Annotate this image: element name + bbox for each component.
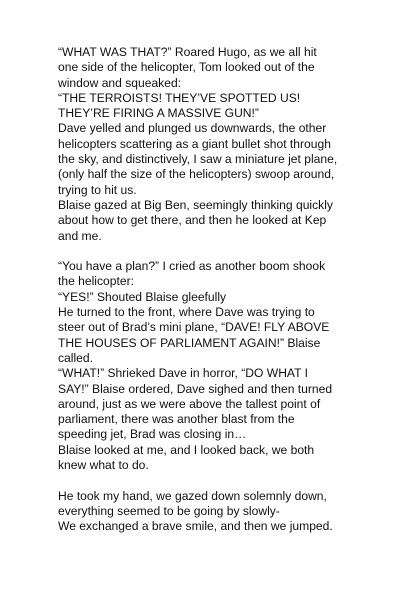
text-line: “WHAT!” Shrieked Dave in horror, “DO WHAT I	[58, 366, 308, 381]
text-line: “WHAT WAS THAT?” Roared Hugo, as we all hit	[58, 45, 317, 59]
text-line: (only half the size of the helicopters) swoop around,	[58, 167, 335, 182]
text-line: “You have a plan?” I cried as another boom shook	[58, 259, 326, 274]
text-line: He took my hand, we gazed down solemnly down,	[58, 488, 327, 503]
text-line: helicopters scattering as a giant bullet shot through	[58, 136, 331, 151]
text-line: around, just as we were above the tallest point of	[58, 396, 321, 411]
text-line: SAY!” Blaise ordered, Dave sighed and then turned	[58, 381, 333, 396]
text-line: the helicopter:	[58, 274, 134, 289]
text-line: knew what to do.	[58, 458, 149, 473]
text-line: one side of the helicopter, Tom looked out of the	[58, 60, 315, 75]
paragraph-gap	[58, 244, 378, 259]
text-line: about how to get there, and then he looked at Kep	[58, 213, 327, 228]
text-line: window and squeaked:	[58, 75, 182, 90]
text-line: the sky, and distinctively, I saw a miniature jet plane,	[58, 152, 338, 167]
text-line: He turned to the front, where Dave was trying to	[58, 305, 315, 320]
text-line: “THE TERROISTS! THEY’VE SPOTTED US!	[58, 90, 301, 105]
text-line: speeding jet, Brad was closing in…	[58, 427, 247, 442]
text-line: Blaise gazed at Big Ben, seemingly thinking quickly	[58, 197, 333, 212]
text-line: and me.	[58, 228, 102, 243]
text-line: Blaise looked at me, and I looked back, we both	[58, 442, 315, 457]
text-line: “YES!” Shouted Blaise gleefully	[58, 289, 227, 304]
text-line: Dave yelled and plunged us downwards, the other	[58, 121, 327, 136]
text-line: THE HOUSES OF PARLIAMENT AGAIN!” Blaise	[58, 335, 321, 350]
text-line: trying to hit us.	[58, 182, 137, 197]
text-line: parliament, there was another blast from the	[58, 412, 295, 427]
text-line: We exchanged a brave smile, and then we jumped.	[58, 519, 333, 534]
text-line: THEY’RE FIRING A MASSIVE GUN!”	[58, 106, 259, 121]
paragraph-gap	[58, 473, 378, 488]
story-text	[58, 45, 378, 535]
text-line: everything seemed to be going by slowly-	[58, 503, 280, 518]
text-line: steer out of Brad’s mini plane, “DAVE! FLY ABOVE	[58, 320, 330, 335]
text-line: called.	[58, 350, 93, 365]
